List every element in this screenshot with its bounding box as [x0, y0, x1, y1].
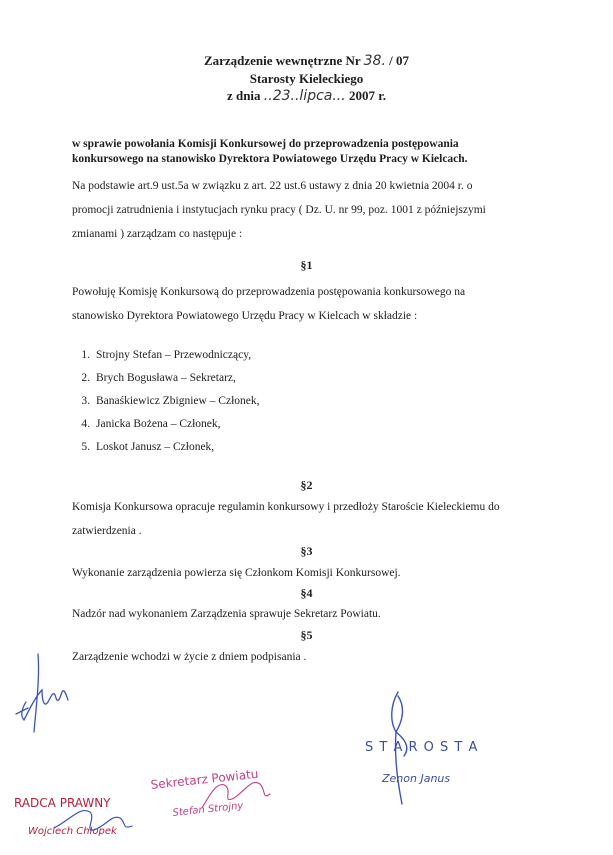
section-2-paragraph	[72, 495, 550, 543]
section-5-paragraph: Zarządzenie wchodzi w życie z dniem podpisania .	[72, 651, 307, 663]
header-line-2: Starosty Kieleckiego	[249, 71, 364, 86]
header-date-prefix: z dnia	[226, 88, 261, 103]
handwritten-number: 38.	[363, 53, 386, 69]
section-1-heading: §1	[300, 258, 313, 272]
s2-line-2: zatwierdzenia .	[72, 525, 142, 537]
header-title-suffix: / 07	[389, 53, 410, 68]
legal-basis-paragraph	[72, 174, 550, 246]
section-4-heading: §4	[300, 586, 313, 600]
section-4-paragraph: Nadzór nad wykonaniem Zarządzenia sprawuje Sekretarz Powiatu.	[72, 608, 381, 620]
list-item: 5. Loskot Janusz – Członek,	[81, 441, 215, 453]
section-2-heading: §2	[300, 478, 313, 492]
header-title-prefix: Zarządzenie wewnętrzne Nr	[203, 53, 361, 68]
intro-line-2: promocji zatrudnienia i instytucjach rynku pracy ( Dz. U. nr 99, poz. 1001 z późniejszymi	[72, 204, 486, 216]
header-line-1	[0, 52, 613, 70]
section-3-heading: §3	[300, 544, 313, 558]
list-item: 4. Janicka Bożena – Członek,	[81, 418, 221, 430]
initials-signature	[8, 648, 80, 738]
s1-line-1: Powołuję Komisję Konkursową do przeprowadzenia postępowania konkursowego na	[72, 286, 466, 298]
starosta-stamp-name: Zenon Janus	[382, 772, 451, 785]
handwritten-date: ..23..lipca...	[263, 88, 346, 104]
header-date-suffix: 2007 r.	[348, 88, 387, 103]
starosta-stamp-title: S T A R O S T A	[365, 740, 479, 755]
section-3-paragraph: Wykonanie zarządzenia powierza się Członkom Komisji Konkursowej.	[72, 567, 401, 579]
subject-line-1: w sprawie powołania Komisji Konkursowej do przeprowadzenia postępowania	[72, 138, 459, 150]
s1-line-2: stanowisko Dyrektora Powiatowego Urzędu Pracy w Kielcach w składzie :	[72, 310, 418, 322]
sekretarz-stamp-name: Stefan Strojny	[172, 800, 244, 819]
document-header	[0, 52, 613, 105]
list-item: 1. Strojny Stefan – Przewodniczący,	[81, 349, 252, 361]
s2-line-1: Komisja Konkursowa opracuje regulamin konkursowy i przedłoży Staroście Kieleckiemu do	[72, 501, 500, 513]
intro-line-3: zmianami ) zarządzam co następuje :	[72, 228, 243, 240]
section-1-paragraph	[72, 280, 550, 328]
document-subject	[72, 137, 542, 167]
list-item: 3. Banaśkiewicz Zbigniew – Członek,	[81, 395, 260, 407]
radca-signature	[50, 798, 140, 840]
radca-stamp-name: Wojciech Chłopek	[28, 826, 117, 837]
sekretarz-signature	[196, 768, 276, 818]
section-5-heading: §5	[300, 628, 313, 642]
intro-line-1: Na podstawie art.9 ust.5a w związku z art. 22 ust.6 ustawy z dnia 20 kwietnia 2004 r. o	[72, 180, 473, 192]
subject-line-2: konkursowego na stanowisko Dyrektora Powiatowego Urzędu Pracy w Kielcach.	[72, 153, 468, 165]
list-item: 2. Brych Bogusława – Sekretarz,	[81, 372, 236, 384]
committee-members-list	[72, 344, 260, 459]
radca-stamp-title: RADCA PRAWNY	[14, 796, 111, 810]
header-line-3	[0, 87, 613, 105]
sekretarz-stamp-title: Sekretarz Powiatu	[150, 766, 259, 792]
